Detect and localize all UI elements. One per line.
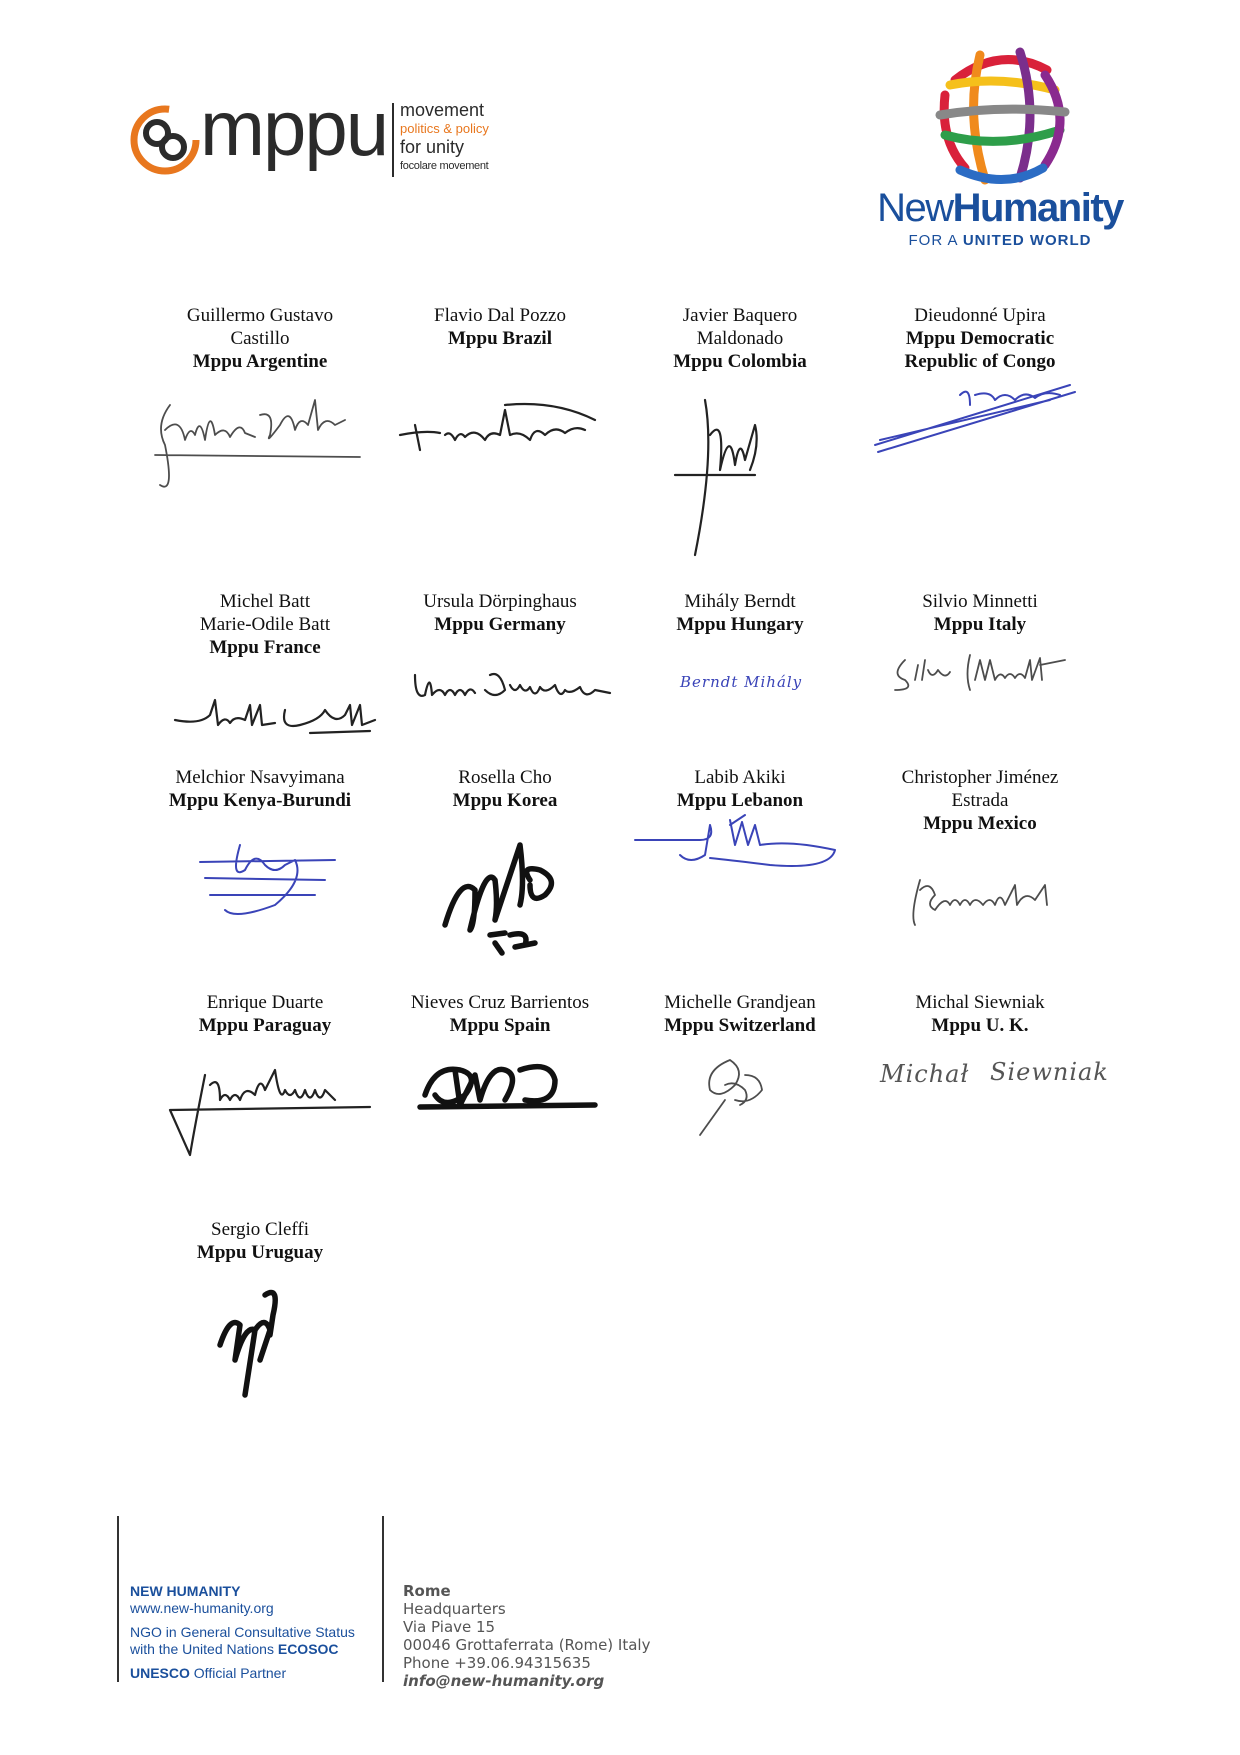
signer-congo [860,304,1100,373]
mppu-logo [128,84,489,185]
signer-org: Mppu Brazil [448,328,552,349]
mppu-symbol-icon [128,103,202,177]
newhumanity-logo [865,40,1135,250]
signer-name-line2: Maldonado [696,328,784,349]
newhumanity-subtitle: FOR A UNITED WORLD [908,232,1092,249]
signature-italy [890,650,1070,695]
footer-city: Rome [403,1582,451,1600]
signature-hungary: Berndt Mihály [680,673,803,691]
newhumanity-wordmark: NewHumanity [877,186,1123,230]
signer-org: Mppu Colombia [673,351,807,372]
signer-name: Enrique Duarte [206,992,324,1013]
signer-uk [860,991,1100,1037]
signature-korea [440,835,575,955]
signer-name-line2: Marie-Odile Batt [199,614,331,635]
signer-org-line2: Republic of Congo [904,351,1056,372]
mppu-wordmark: mppu [200,84,388,172]
mppu-tagline-unity: for unity [400,137,465,157]
footer-website-link[interactable]: www.new-humanity.org [130,1600,274,1616]
signature-kenya-burundi [195,840,340,920]
footer-divider-right [382,1516,384,1682]
signer-name: Flavio Dal Pozzo [434,305,566,326]
footer-org-name: NEW HUMANITY [130,1583,241,1599]
globe-icon [925,40,1075,190]
footer-address [403,1582,650,1690]
signer-name: Guillermo Gustavo [186,305,334,326]
signer-org: Mppu Uruguay [196,1242,324,1263]
signer-argentina [140,304,380,373]
mppu-tagline-movement: movement [400,100,485,120]
signer-colombia [620,304,860,373]
signer-name: Silvio Minnetti [922,591,1038,612]
signer-korea [385,766,625,812]
signer-name-line2: Castillo [230,328,290,349]
signature-congo [870,380,1080,455]
signature-colombia [665,395,800,555]
signer-lebanon [620,766,860,812]
footer-phone: Phone +39.06.94315635 [403,1654,591,1672]
signer-name: Javier Baquero [682,305,798,326]
signature-brazil [395,395,605,455]
signer-name-line2: Estrada [951,790,1009,811]
signer-name: Sergio Cleffi [211,1219,309,1240]
signature-uk-first: Michał [880,1060,970,1088]
footer-divider-left [117,1516,119,1682]
signer-brazil [380,304,620,350]
footer-hq-label: Headquarters [403,1600,506,1618]
footer-postal: 00046 Grottaferrata (Rome) Italy [403,1636,651,1654]
signer-name: Labib Akiki [694,767,786,788]
mppu-tagline-politics: politics & policy [400,121,489,136]
signer-org: Mppu Italy [933,614,1027,635]
signer-name: Rosella Cho [458,767,552,788]
signer-name: Dieudonné Upira [914,305,1046,326]
signer-kenya-burundi [140,766,380,812]
footer-org-info [130,1583,355,1682]
footer-email-link[interactable]: info@new-humanity.org [403,1672,605,1690]
signer-org: Mppu Switzerland [664,1015,816,1036]
signer-org: Mppu Germany [434,614,566,635]
signer-org: Mppu Argentine [192,351,328,372]
signer-name: Melchior Nsavyimana [175,767,345,788]
signer-spain [380,991,620,1037]
signer-france [145,590,385,659]
signer-name: Michal Siewniak [915,992,1045,1013]
signer-name: Mihály Berndt [684,591,796,612]
footer-street: Via Piave 15 [403,1618,496,1636]
signer-org: Mppu Korea [452,790,558,811]
signer-uruguay [140,1218,380,1264]
signature-lebanon [630,810,840,875]
signature-germany [410,665,615,710]
footer-unesco: UNESCO Official Partner [130,1665,287,1681]
signer-name: Christopher Jiménez [901,767,1059,788]
footer-status-line1: NGO in General Consultative Status [130,1624,355,1640]
signer-org: Mppu Mexico [923,813,1037,834]
signer-paraguay [145,991,385,1037]
signature-france [170,695,380,735]
signer-org: Mppu Kenya-Burundi [168,790,352,811]
signature-mexico [905,870,1055,930]
signer-org: Mppu Hungary [676,614,804,635]
signer-switzerland [620,991,860,1037]
signer-mexico [860,766,1100,835]
signature-argentina [150,385,370,495]
signer-org: Mppu Lebanon [676,790,804,811]
signature-uk-last: Siewniak [990,1058,1109,1086]
signature-switzerland [690,1055,780,1140]
signer-name: Nieves Cruz Barrientos [410,992,590,1013]
signature-uruguay [215,1285,290,1400]
signer-name: Michelle Grandjean [664,992,816,1013]
signer-hungary [620,590,860,636]
signer-org: Mppu Spain [449,1015,551,1036]
signer-name: Michel Batt [219,591,311,612]
signer-org: Mppu Democratic [905,328,1055,349]
footer-status-line2: with the United Nations ECOSOC [130,1641,339,1657]
signer-org: Mppu Paraguay [198,1015,332,1036]
signer-org: Mppu U. K. [931,1015,1029,1036]
signature-paraguay [165,1065,375,1160]
mppu-tagline-focolare: focolare movement [400,160,489,172]
mppu-divider [392,103,394,177]
signer-germany [380,590,620,636]
signer-name: Ursula Dörpinghaus [423,591,577,612]
signer-org: Mppu France [209,637,321,658]
signature-spain [420,1055,600,1115]
signer-italy [860,590,1100,636]
